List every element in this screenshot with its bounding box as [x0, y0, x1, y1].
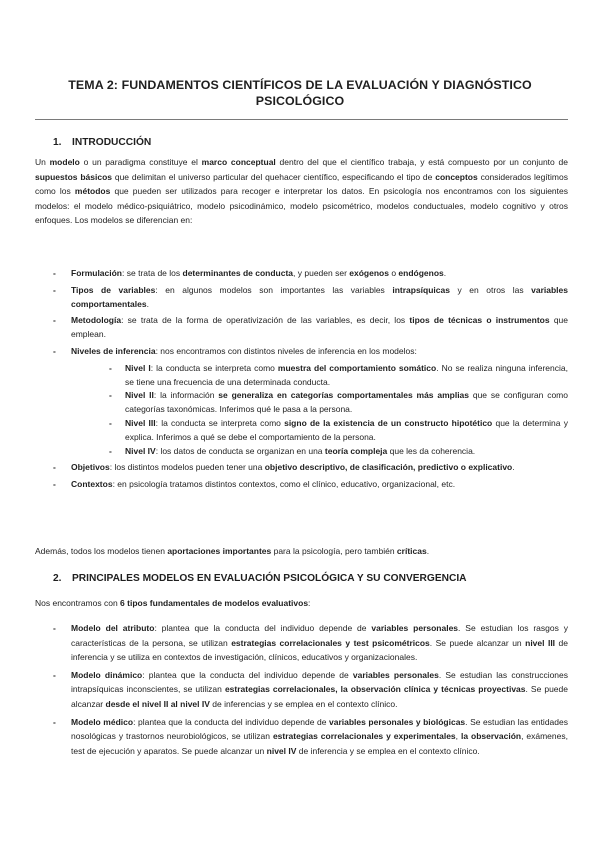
bold-text-run: intrapsíquicas [392, 284, 450, 295]
bullet-dash: - [53, 479, 56, 490]
list-item [53, 284, 568, 312]
bold-text-run: signo de la existencia de un constructo hipotético [284, 417, 493, 428]
bold-text-run: supuestos básicos [35, 171, 112, 182]
text-run: de inferencia y se utiliza en contextos de investigación, clínicos, educativos y organizacionales. [71, 637, 568, 663]
text-run: . No se realiza ninguna inferencia, se tiene una frecuencia de una determinada conducta. [125, 362, 568, 387]
bullet-dash: - [53, 345, 56, 356]
text-run: : los distintos modelos pueden tener una [109, 462, 265, 473]
bold-text-run: estrategias correlacionales, la observación clínica y técnicas proyectivas [224, 684, 526, 695]
list-item [53, 314, 568, 342]
bold-text-run: Nivel I [125, 362, 151, 373]
text-run: : nos encontramos con distintos niveles de inferencia en los modelos: [155, 345, 417, 356]
text-run: . [146, 298, 149, 309]
bold-text-run: muestra del comportamiento somático [277, 362, 437, 373]
bullet-dash: - [109, 445, 112, 456]
bold-text-run: variables personales y biológicas [329, 716, 466, 727]
text-run: que la determina y explica. Inferimos a qué se debe el comportamiento de la persona. [125, 417, 568, 442]
bold-text-run: aportaciones importantes [167, 546, 272, 556]
text-run: Además, todos los modelos tienen [35, 546, 168, 556]
bold-text-run: métodos [74, 186, 111, 196]
list-item [53, 345, 568, 458]
text-run: considerados legítimos como los [35, 171, 568, 196]
text-run: : la conducta se interpreta como [155, 417, 285, 428]
text-run: . [426, 546, 430, 556]
text-run: : los datos de conducta se organizan en una [155, 445, 325, 456]
text-run: que les da coherencia. [387, 445, 476, 456]
bold-text-run: modelo [49, 157, 80, 167]
list-item [53, 621, 568, 665]
bold-text-run: Modelo médico [71, 716, 134, 727]
sub-list-item [107, 417, 568, 445]
section-1-title: INTRODUCCIÓN [72, 137, 152, 148]
bold-text-run: conceptos [435, 171, 478, 182]
bold-text-run: Nivel IV [125, 445, 156, 456]
section-1-intro-paragraph [35, 155, 568, 228]
text-run: . Se estudian los rasgos y características de la persona, se utilizan [71, 623, 568, 648]
bold-text-run: Contextos [71, 479, 113, 490]
bold-text-run: estrategias correlacionales y experimentales [272, 731, 456, 742]
bold-text-run: Nivel II [125, 390, 154, 401]
text-run: . Se puede alcanzar [71, 684, 568, 709]
bullet-dash: - [53, 284, 56, 295]
text-run: . Se estudian las entidades nosológicas y trastornos neurobiológicos, se utilizan [71, 716, 568, 742]
text-run: : en psicología tratamos distintos contextos, como el clínico, educativo, organizacional, etc. [112, 479, 456, 490]
list-item [53, 715, 568, 759]
text-run: . [443, 268, 447, 278]
bold-text-run: Modelo dinámico [71, 669, 143, 680]
text-run: que delimitan el universo particular del quehacer científico, especificando el tipo de [112, 171, 436, 182]
text-run: : plantea que la conducta del individuo depende de [154, 623, 372, 633]
bold-text-run: objetivo descriptivo, de clasificación, predictivo o explicativo [264, 462, 513, 473]
text-run: Nos encontramos con [35, 598, 121, 608]
section-2-title: PRINCIPALES MODELOS EN EVALUACIÓN PSICOLÓGICA Y SU CONVERGENCIA [72, 573, 467, 584]
bold-text-run: determinantes de conducta [182, 268, 294, 278]
bold-text-run: Formulación [71, 268, 123, 278]
bold-text-run: variables personales [371, 623, 459, 633]
text-run: que emplean. [71, 315, 569, 340]
bullet-dash: - [53, 623, 56, 633]
title-divider [35, 119, 568, 120]
text-run: : la información [153, 390, 219, 401]
bold-text-run: Objetivos [71, 462, 110, 473]
bullet-dash: - [53, 268, 56, 278]
list-item [53, 461, 568, 475]
text-run: o un paradigma constituye el [79, 157, 202, 167]
bold-text-run: se generaliza en categorías comportamentales más amplias [218, 390, 470, 401]
bold-text-run: variables personales [352, 669, 439, 680]
text-run: : [308, 598, 311, 608]
sub-list-item [107, 362, 568, 390]
bold-text-run: tipos de técnicas o instrumentos [409, 315, 550, 326]
text-run: para la psicología, pero también [271, 546, 397, 556]
bullet-dash: - [53, 315, 56, 326]
section-1-heading [53, 136, 151, 149]
text-run: . Se puede alcanzar un [429, 637, 526, 648]
text-run: : se trata de los [122, 268, 183, 278]
text-run: : la conducta se interpreta como [150, 362, 278, 373]
bullet-dash: - [53, 669, 56, 680]
text-run: de inferencias y se emplea en el contexto clínico. [209, 698, 398, 709]
list-item [53, 267, 568, 281]
section-2-number: 2. [53, 573, 62, 584]
bold-text-run: críticas [396, 546, 427, 556]
text-run: de inferencia y se emplea en el contexto clínico. [296, 745, 480, 756]
bold-text-run: Nivel III [125, 417, 156, 428]
text-run: : plantea que la conducta del individuo depende de [142, 669, 353, 680]
section-1-differences-list [53, 267, 568, 495]
text-run: . [512, 462, 515, 473]
bold-text-run: marco conceptual [201, 157, 276, 167]
section-2-heading [53, 572, 467, 585]
bold-text-run: la observación [460, 731, 522, 742]
text-run: o [388, 268, 399, 278]
text-run: , exámenes, test de ejecución y aparatos. Se puede alcanzar un [71, 731, 568, 756]
text-run: : en algunos modelos son importantes las variables [155, 284, 393, 295]
document-title: TEMA 2: FUNDAMENTOS CIENTÍFICOS DE LA EVALUACIÓN Y DIAGNÓSTICO PSICOLÓGICO [68, 78, 532, 108]
bullet-dash: - [53, 462, 56, 473]
section-2-models-list [53, 621, 568, 761]
bold-text-run: estrategias correlacionales y test psicométricos [231, 637, 430, 648]
bullet-dash: - [53, 716, 56, 727]
bullet-dash: - [109, 362, 112, 373]
bold-text-run: teoría compleja [324, 445, 388, 456]
sub-list-item [107, 389, 568, 417]
bold-text-run: 6 tipos fundamentales de modelos evaluativos [120, 598, 309, 608]
text-run: que se configuran como categorías taxonómicas. Inferimos qué le pasa a la persona. [125, 390, 568, 415]
bold-text-run: Metodología [71, 315, 122, 326]
list-item [53, 668, 568, 712]
sub-list-item [107, 445, 568, 459]
bold-text-run: exógenos [349, 268, 389, 278]
text-run: , y pueden ser [293, 268, 350, 278]
text-run: que pueden ser utilizados para recoger e interpretar los datos. En psicología nos encontramos con los siguientes modelos: el modelo médico-psiquiátrico, modelo psicodinámico, modelo psicométrico, modelos conductuales, modelo cognitivo y otros enfoques. Los modelos se diferencian en: [35, 186, 569, 225]
bold-text-run: Tipos de variables [71, 284, 156, 295]
bold-text-run: nivel III [525, 637, 556, 648]
bold-text-run: nivel IV [266, 745, 297, 756]
section-1-number: 1. [53, 137, 62, 148]
bullet-dash: - [109, 417, 112, 428]
bullet-dash: - [109, 390, 112, 401]
text-run: , [455, 731, 461, 742]
bold-text-run: Modelo del atributo [71, 623, 155, 633]
section-1-closing-paragraph [35, 544, 568, 559]
bold-text-run: desde el nivel II al nivel IV [105, 698, 210, 709]
text-run: dentro del que el científico trabaja, y está compuesto por un conjunto de [275, 157, 568, 167]
bold-text-run: Niveles de inferencia [71, 345, 156, 356]
text-run: y en otros las [449, 284, 532, 295]
text-run: : se trata de la forma de operativización de las variables, es decir, los [121, 315, 410, 326]
bold-text-run: variables comportamentales [71, 284, 568, 309]
text-run: . Se estudian las construcciones intrapsíquicas inconscientes, se utilizan [71, 669, 569, 695]
sub-list [71, 362, 568, 459]
text-run: Un [35, 157, 50, 167]
list-item [53, 478, 568, 492]
section-2-intro-paragraph [35, 596, 568, 611]
bold-text-run: endógenos [398, 268, 444, 278]
text-run: : plantea que la conducta del individuo depende de [133, 716, 329, 727]
